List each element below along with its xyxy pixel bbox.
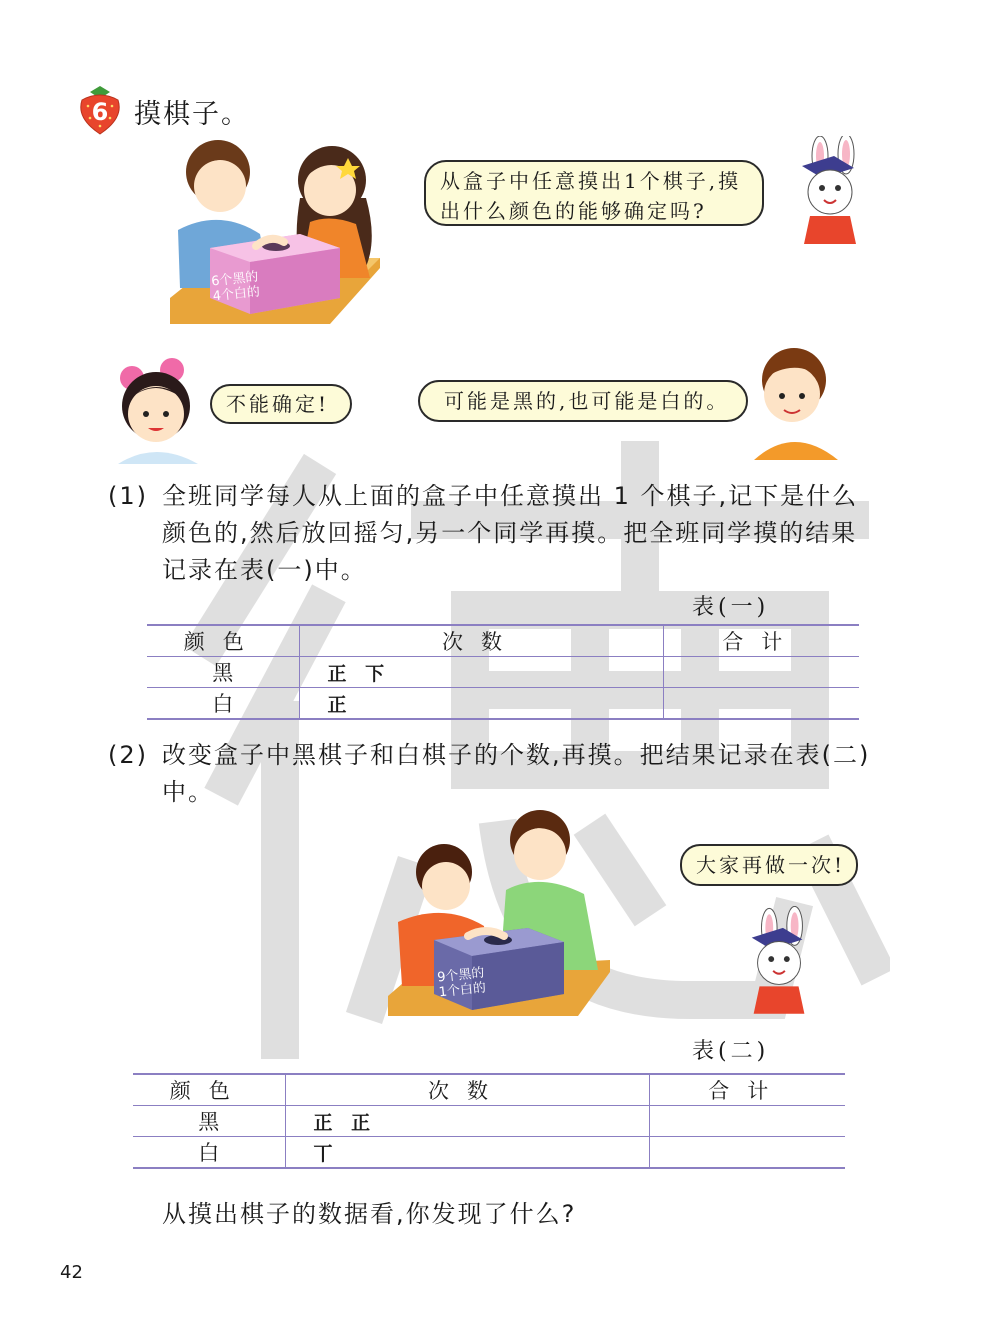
table2-caption: 表(二) — [692, 1039, 770, 1064]
header-total: 合计 — [649, 1074, 845, 1106]
tally-table-1 — [147, 624, 859, 720]
rabbit-question-line-1: 从盒子中任意摸出1个棋子,摸 — [440, 169, 742, 193]
part2-text: 改变盒子中黑棋子和白棋子的个数,再摸。把结果记录在表(二)中。 — [162, 741, 871, 806]
table-row — [133, 1106, 845, 1137]
box2-label-white: 1个白的 — [438, 980, 487, 1001]
row-color: 白 — [147, 688, 299, 720]
closing-question: 从摸出棋子的数据看,你发现了什么? — [162, 1200, 577, 1228]
row-color: 黑 — [147, 657, 299, 688]
header-color: 颜色 — [133, 1074, 285, 1106]
box2-label-black: 9个黑的 — [436, 965, 486, 986]
row-tally: 丅 — [285, 1137, 649, 1169]
rabbit-again-text: 大家再做一次! — [696, 853, 846, 877]
rabbit-teacher-illustration — [790, 136, 872, 246]
box2-label — [437, 966, 487, 1001]
table-row — [133, 1137, 845, 1169]
header-color: 颜色 — [147, 625, 299, 657]
row-color: 黑 — [133, 1106, 285, 1137]
rabbit-again-bubble — [680, 844, 858, 886]
part1-number: (1) — [108, 482, 148, 510]
boy-illustration — [748, 344, 840, 460]
row-total[interactable] — [649, 1137, 845, 1169]
row-tally: 正 正 — [285, 1106, 649, 1137]
table-row — [147, 688, 859, 720]
box1-label — [211, 270, 261, 305]
row-tally: 正 下 — [299, 657, 663, 688]
header-count: 次数 — [299, 625, 663, 657]
row-total[interactable] — [649, 1106, 845, 1137]
table1-caption: 表(一) — [692, 595, 770, 620]
problem-number: 6 — [91, 98, 109, 126]
table-row — [147, 657, 859, 688]
table-header-row — [147, 625, 859, 657]
problem-title: 摸棋子。 — [134, 99, 250, 130]
row-total[interactable] — [663, 688, 859, 720]
girl-reply-bubble — [210, 384, 352, 424]
two-boys-drawing-illustration — [388, 800, 614, 1016]
box1-label-white: 4个白的 — [212, 284, 261, 305]
box1-label-black: 6个黑的 — [210, 269, 260, 290]
children-drawing-chess-pieces-illustration — [160, 138, 390, 324]
header-count: 次数 — [285, 1074, 649, 1106]
boy-reply-text: 可能是黑的,也可能是白的。 — [444, 389, 730, 413]
row-color: 白 — [133, 1137, 285, 1169]
row-tally: 正 — [299, 688, 663, 720]
boy-reply-bubble — [418, 380, 748, 422]
part2-number: (2) — [108, 741, 148, 769]
rabbit-question-line-2: 出什么颜色的能够确定吗? — [440, 199, 707, 223]
rabbit-question-bubble — [424, 160, 764, 226]
table-header-row — [133, 1074, 845, 1106]
page-number: 42 — [60, 1262, 83, 1283]
row-total[interactable] — [663, 657, 859, 688]
tally-table-2 — [133, 1073, 845, 1169]
girl-illustration — [108, 354, 204, 464]
header-total: 合计 — [663, 625, 859, 657]
girl-reply-text: 不能确定! — [226, 392, 330, 416]
rabbit-teacher-illustration-2 — [740, 906, 820, 1018]
part1-text: 全班同学每人从上面的盒子中任意摸出 1 个棋子,记下是什么颜色的,然后放回摇匀,另一个同学再摸。把全班同学摸的结果记录在表(一)中。 — [162, 482, 859, 584]
